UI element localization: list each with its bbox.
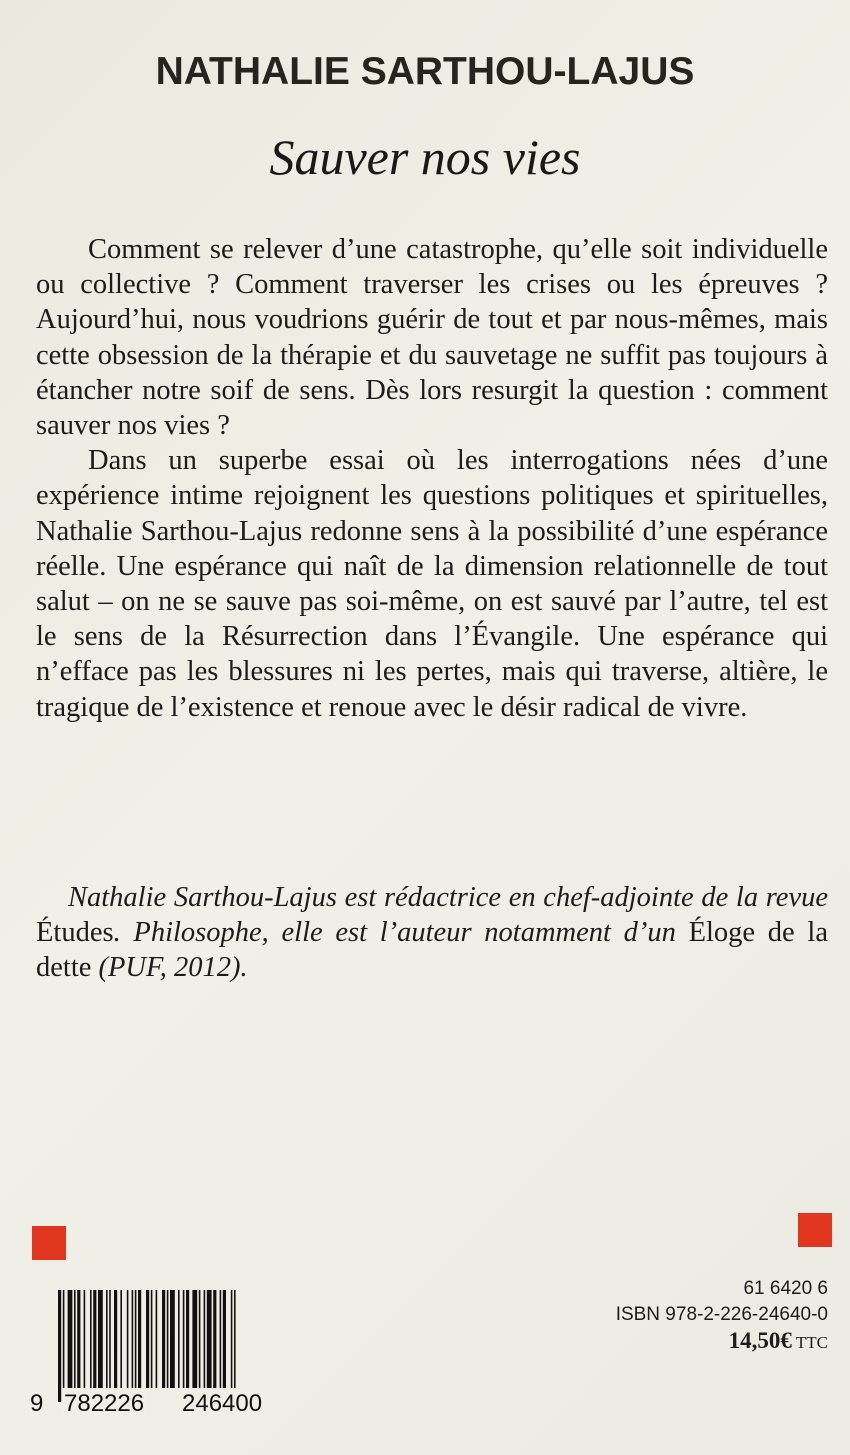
price: 14,50€ [728, 1328, 792, 1353]
barcode-bar [183, 1290, 185, 1388]
author-name: NATHALIE SARTHOU-LAJUS [155, 50, 695, 93]
barcode-bar [162, 1290, 165, 1388]
barcode-bar [68, 1290, 73, 1388]
barcode-bar [170, 1290, 175, 1388]
red-square-marker-left [32, 1226, 66, 1260]
barcode-bar [127, 1290, 129, 1388]
book-title: Sauver nos vies [269, 129, 581, 185]
barcode-bar [132, 1290, 134, 1388]
blurb-paragraph-2: Dans un superbe essai où les interrogations nées d’une expérience intime rejoignent les questions politiques et spirituelles, Nathalie Sarthou-Lajus redonne sens à la possibilité d’une espérance réelle. Une espérance qui naît de la dimension relationnelle de tout salut – on ne se sauve pas soi-même, on est sauvé par l’autre, tel est le sens de la Résurrection dans l’Évangile. Une espérance qui n’efface pas les blessures ni les pertes, mais qui traverse, altière, le tragique de l’existence et renoue avec le désir radical de vivre. [36, 445, 828, 723]
barcode-bar [77, 1290, 80, 1388]
barcode-bar [204, 1290, 206, 1388]
barcode-bar [199, 1290, 201, 1388]
price-row [616, 1328, 828, 1356]
barcode-left-group: 782226 [64, 1390, 145, 1417]
barcode-bar [213, 1290, 216, 1388]
barcode-bar [135, 1290, 137, 1388]
barcode-bar [109, 1290, 111, 1388]
author-bio [36, 880, 828, 986]
barcode-bar [186, 1290, 189, 1388]
barcode-right-group: 246400 [182, 1390, 263, 1417]
barcode [28, 1290, 298, 1420]
barcode-bar [178, 1290, 180, 1388]
barcode-bar [156, 1290, 158, 1388]
barcode-bar [146, 1290, 149, 1388]
barcode-bar [231, 1290, 233, 1388]
barcode-bar [167, 1290, 169, 1388]
barcode-bar [192, 1290, 197, 1388]
bio-book-name: Éloge de la dette [36, 917, 828, 984]
bio-review-name: Études [36, 917, 114, 949]
barcode-bar [84, 1290, 86, 1388]
barcode-bar [98, 1290, 103, 1388]
price-ttc: TTC [795, 1333, 828, 1352]
barcode-bar [74, 1290, 76, 1388]
blurb [36, 232, 828, 725]
bio-part-3: . Philosophe, elle est l’auteur notamment d’un [113, 917, 689, 949]
barcode-bar [58, 1290, 61, 1402]
barcode-digits [28, 1388, 298, 1420]
barcode-bar [234, 1290, 236, 1388]
isbn: ISBN 978-2-226-24640-0 [615, 1304, 828, 1325]
barcode-bar [90, 1290, 92, 1388]
blurb-paragraph-1: Comment se relever d’une catastrophe, qu’elle soit individuelle ou collective ? Comment traverser les crises ou les épreuves ? Aujourd’hui, nous voudrions guérir de tout et par nous-mêmes, mais cette obsession de la thérapie et du sauvetage ne suffit pas toujours à étancher notre soif de sens. Dès lors resurgit la question : comment sauver nos vies ? [36, 234, 828, 442]
barcode-bar [114, 1290, 117, 1388]
barcode-bar [223, 1290, 226, 1388]
bio-part-5: (PUF, 2012). [91, 952, 248, 984]
barcode-bar [220, 1290, 222, 1388]
barcode-bar [138, 1290, 141, 1388]
barcode-bar [106, 1290, 108, 1388]
barcode-bar [151, 1290, 153, 1388]
barcode-bar [120, 1290, 122, 1388]
barcode-bar [93, 1290, 96, 1388]
product-code: 61 6420 6 [743, 1278, 828, 1299]
barcode-bar [63, 1290, 65, 1388]
barcode-bars [28, 1290, 298, 1402]
barcode-first-digit: 9 [30, 1390, 44, 1417]
bio-part-1: Nathalie Sarthou-Lajus est rédactrice en chef-adjointe de la revue [68, 882, 828, 913]
barcode-bar [207, 1290, 212, 1388]
price-info [616, 1276, 828, 1356]
red-square-marker-right [798, 1213, 832, 1247]
